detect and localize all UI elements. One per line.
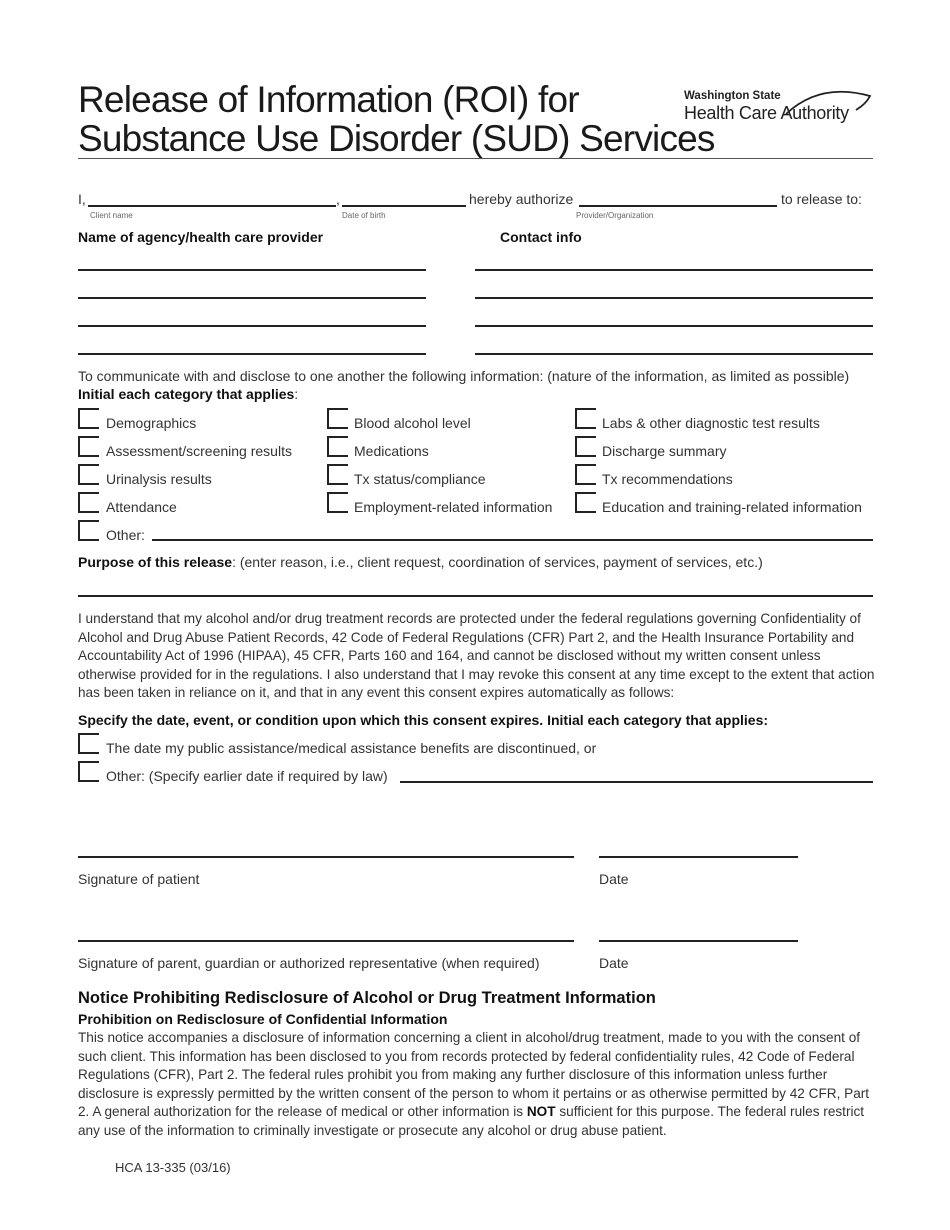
notice-title: Notice Prohibiting Redisclosure of Alcohol or Drug Treatment Information bbox=[78, 989, 656, 1007]
form-number: HCA 13-335 (03/16) bbox=[115, 1160, 231, 1175]
contact-line-4[interactable] bbox=[475, 353, 873, 355]
header-divider bbox=[78, 158, 873, 159]
label-attendance: Attendance bbox=[106, 499, 177, 515]
contact-info-header: Contact info bbox=[500, 229, 582, 245]
agency-line-4[interactable] bbox=[78, 353, 426, 355]
checkbox-other[interactable] bbox=[78, 520, 99, 541]
patient-date-field[interactable] bbox=[599, 856, 798, 858]
initial-label-colon: : bbox=[294, 386, 299, 402]
patient-signature-field[interactable] bbox=[78, 856, 574, 858]
notice-subtitle: Prohibition on Redisclosure of Confidential Information bbox=[78, 1011, 448, 1027]
agency-name-header: Name of agency/health care provider bbox=[78, 229, 324, 245]
label-tx-recommendations: Tx recommendations bbox=[602, 471, 733, 487]
information-intro: To communicate with and disclose to one another the following information: (nature of the information, as limited as possible) bbox=[78, 368, 850, 384]
label-medications: Medications bbox=[354, 443, 429, 459]
label-tx-status: Tx status/compliance bbox=[354, 471, 486, 487]
auth-prefix: I, bbox=[78, 191, 86, 207]
checkbox-expire-other[interactable] bbox=[78, 761, 99, 782]
purpose-label bbox=[78, 554, 763, 570]
understanding-paragraph: I understand that my alcohol and/or drug treatment records are protected under the federal regulations governing Confidentiality of Alcohol and Drug Abuse Patient Records, 42 Code of Federal Regulations (CFR) Part 2, and the Health Insurance Portability and Accountability Act of 1996 (HIPAA), 45 CFR, Parts 160 and 164, and cannot be disclosed without my written consent unless otherwise provided for in the regulations. I also understand that I may revoke this consent at any time except to the extent that action has been taken in reliance on it, and that in any event this consent expires automatically as follows: bbox=[78, 611, 875, 700]
agency-line-1[interactable] bbox=[78, 269, 426, 271]
label-education: Education and training-related information bbox=[602, 499, 862, 515]
hereby-authorize-text: hereby authorize bbox=[469, 191, 574, 207]
checkbox-employment[interactable] bbox=[327, 492, 348, 513]
checkbox-labs[interactable] bbox=[575, 408, 596, 429]
notice-text-before: This notice accompanies a disclosure of information concerning a client in alcohol/drug treatment, made to you with the consent of such client. This information has been disclosed to you from records protected by federal confidentiality rules, 42 Code of Federal Regulations (CFR), Part 2. The federal rules prohibit you from making any further disclosure of this information unless further disclosure is expressly permitted by the written consent of the person to whom it pertains or as otherwise permitted by 42 CFR, Part 2. A general authorization for the release of medical or other information is bbox=[78, 1030, 870, 1119]
hca-logo bbox=[684, 90, 874, 130]
contact-line-2[interactable] bbox=[475, 297, 873, 299]
agency-line-2[interactable] bbox=[78, 297, 426, 299]
logo-swoosh-icon bbox=[780, 88, 874, 118]
guardian-date-field[interactable] bbox=[599, 940, 798, 942]
label-blood-alcohol: Blood alcohol level bbox=[354, 415, 471, 431]
checkbox-blood-alcohol[interactable] bbox=[327, 408, 348, 429]
patient-date-label: Date bbox=[599, 871, 629, 887]
purpose-field[interactable] bbox=[78, 595, 873, 597]
checkbox-demographics[interactable] bbox=[78, 408, 99, 429]
page-title bbox=[78, 80, 715, 158]
label-expire-benefits: The date my public assistance/medical assistance benefits are discontinued, or bbox=[106, 740, 597, 756]
release-to-text: to release to: bbox=[781, 191, 862, 207]
notice-text bbox=[78, 1029, 876, 1140]
other-info-field[interactable] bbox=[152, 539, 873, 541]
contact-line-1[interactable] bbox=[475, 269, 873, 271]
label-demographics: Demographics bbox=[106, 415, 197, 431]
notice-text-after: sufficient for this purpose. The federal rules restrict any use of the information to criminally investigate or prosecute any alcohol or drug abuse patient. bbox=[78, 1104, 865, 1138]
checkbox-tx-recommendations[interactable] bbox=[575, 464, 596, 485]
label-assessment: Assessment/screening results bbox=[106, 443, 292, 459]
initial-label-text: Initial each category that applies bbox=[78, 386, 295, 402]
checkbox-attendance[interactable] bbox=[78, 492, 99, 513]
logo-line-1: Washington State bbox=[684, 90, 781, 102]
guardian-signature-label: Signature of parent, guardian or authorized representative (when required) bbox=[78, 955, 540, 971]
guardian-date-label: Date bbox=[599, 955, 629, 971]
purpose-label-bold: Purpose of this release bbox=[78, 554, 233, 570]
agency-line-3[interactable] bbox=[78, 325, 426, 327]
checkbox-education[interactable] bbox=[575, 492, 596, 513]
client-name-field[interactable] bbox=[88, 205, 336, 207]
checkbox-medications[interactable] bbox=[327, 436, 348, 457]
checkbox-discharge[interactable] bbox=[575, 436, 596, 457]
initial-label bbox=[78, 386, 298, 402]
checkbox-tx-status[interactable] bbox=[327, 464, 348, 485]
patient-signature-label: Signature of patient bbox=[78, 871, 200, 887]
provider-field[interactable] bbox=[579, 205, 777, 207]
checkbox-urinalysis[interactable] bbox=[78, 464, 99, 485]
purpose-label-text: : (enter reason, i.e., client request, coordination of services, payment of services, etc.) bbox=[232, 554, 763, 570]
label-labs: Labs & other diagnostic test results bbox=[602, 415, 820, 431]
label-urinalysis: Urinalysis results bbox=[106, 471, 212, 487]
expire-other-field[interactable] bbox=[400, 781, 873, 783]
client-name-caption: Client name bbox=[90, 211, 133, 220]
label-expire-other: Other: (Specify earlier date if required by law) bbox=[106, 768, 388, 784]
guardian-signature-field[interactable] bbox=[78, 940, 574, 942]
title-line-1: Release of Information (ROI) for bbox=[78, 79, 579, 120]
logo-line-2: Health Care Authority bbox=[684, 103, 849, 123]
dob-field[interactable] bbox=[342, 205, 466, 207]
label-employment: Employment-related information bbox=[354, 499, 553, 515]
label-discharge: Discharge summary bbox=[602, 443, 727, 459]
notice-text-not: NOT bbox=[526, 1104, 556, 1119]
dob-caption: Date of birth bbox=[342, 211, 386, 220]
checkbox-expire-benefits[interactable] bbox=[78, 733, 99, 754]
auth-comma: , bbox=[336, 191, 340, 207]
label-other: Other: bbox=[106, 527, 145, 543]
expiration-heading: Specify the date, event, or condition upon which this consent expires. Initial each category that applies: bbox=[78, 712, 769, 728]
provider-caption: Provider/Organization bbox=[576, 211, 654, 220]
contact-line-3[interactable] bbox=[475, 325, 873, 327]
checkbox-assessment[interactable] bbox=[78, 436, 99, 457]
title-line-2: Substance Use Disorder (SUD) Services bbox=[78, 118, 715, 159]
